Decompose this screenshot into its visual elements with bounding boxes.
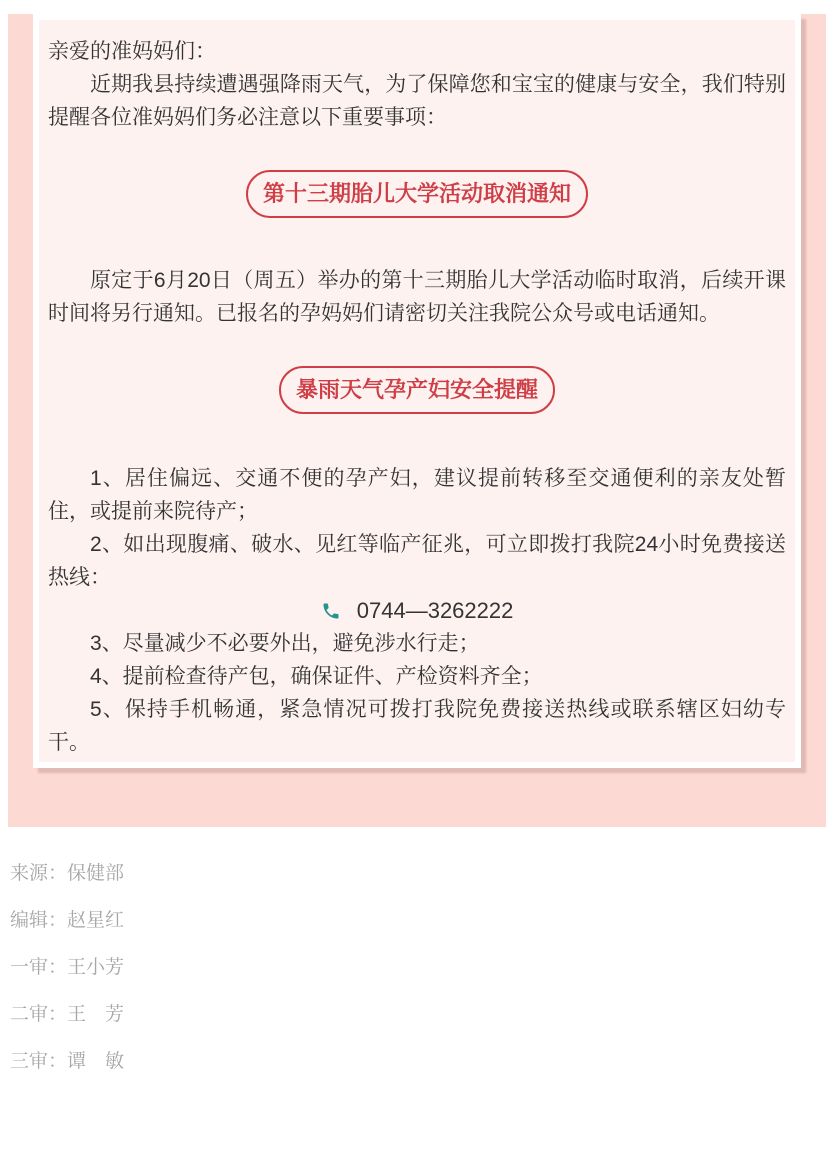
cancel-button-row: [48, 170, 786, 218]
safety-item-4: 4、提前检查待产包，确保证件、产检资料齐全；: [90, 665, 543, 688]
hotline-row: [48, 594, 786, 627]
page: [0, 14, 834, 1157]
safety-button-row: [48, 366, 786, 414]
credit-second-review: 二审：王 芳: [10, 1004, 125, 1025]
credit-third-review: 三审：谭 敏: [10, 1051, 125, 1072]
safety-reminder-button[interactable]: 暴雨天气孕产妇安全提醒: [279, 366, 555, 414]
credits-footer: [0, 827, 834, 1073]
safety-item-3: 3、尽量减少不必要外出，避免涉水行走；: [90, 632, 480, 655]
notice-card-content: [39, 20, 795, 762]
credit-source: 来源：保健部: [10, 863, 125, 884]
cancel-notice-button[interactable]: 第十三期胎儿大学活动取消通知: [246, 170, 588, 218]
notice-card: [33, 14, 801, 768]
cancel-paragraph: 原定于6月20日（周五）举办的第十三期胎儿大学活动临时取消，后续开课时间将另行通知。已报名的孕妈妈们请密切关注我院公众号或电话通知。: [48, 269, 786, 325]
phone-icon: [321, 601, 341, 621]
greeting-line: 亲爱的准妈妈们：: [48, 40, 216, 63]
notice-banner-section: [8, 14, 826, 827]
hotline-number: 0744—3262222: [356, 598, 514, 623]
credit-editor: 编辑：赵星红: [10, 910, 125, 931]
credit-first-review: 一审：王小芳: [10, 957, 125, 978]
safety-item-1: 1、居住偏远、交通不便的孕产妇，建议提前转移至交通便利的亲友处暂住，或提前来院待产；: [48, 467, 786, 523]
safety-item-5: 5、保持手机畅通，紧急情况可拨打我院免费接送热线或联系辖区妇幼专干。: [48, 698, 786, 754]
intro-paragraph: 近期我县持续遭遇强降雨天气，为了保障您和宝宝的健康与安全，我们特别提醒各位准妈妈们务必注意以下重要事项：: [48, 73, 786, 129]
safety-item-2: 2、如出现腹痛、破水、见红等临产征兆，可立即拨打我院24小时免费接送热线：: [48, 533, 786, 589]
